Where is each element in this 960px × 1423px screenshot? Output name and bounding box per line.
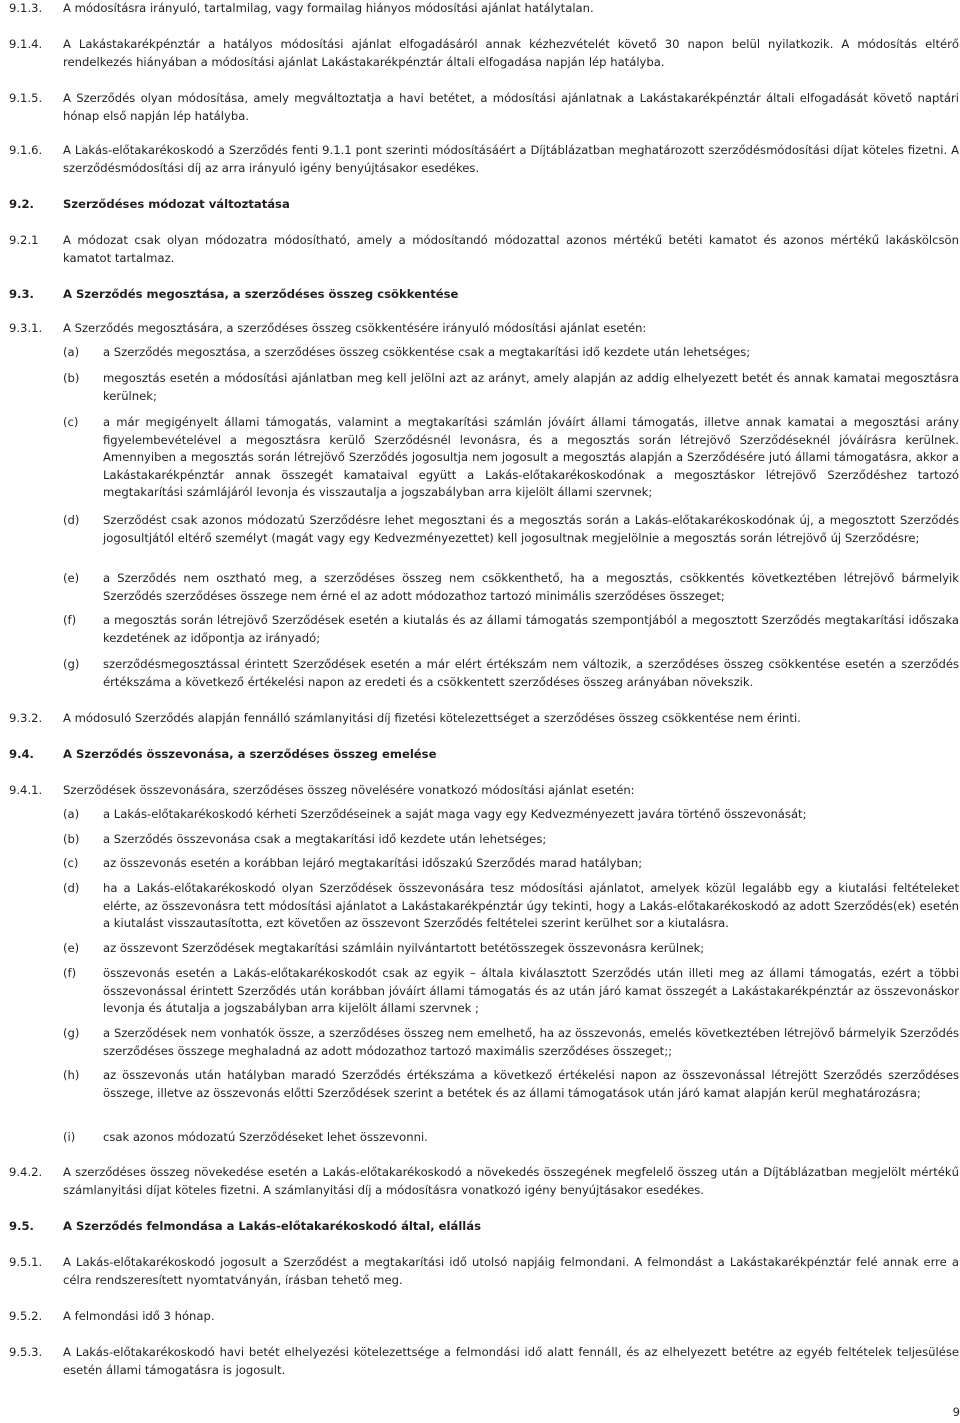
clause-9-3-2 bbox=[9, 710, 959, 728]
clause-number: 9.1.3. bbox=[9, 1, 43, 15]
clause-9-2-1 bbox=[9, 232, 959, 267]
section-heading-9-4 bbox=[9, 746, 959, 764]
list-item-9-4-1-a bbox=[9, 806, 959, 824]
section-number: 9.3. bbox=[9, 287, 34, 301]
item-text: csak azonos módozatú Szerződéseket lehet összevonni. bbox=[103, 1130, 428, 1144]
clause-9-3-1 bbox=[9, 320, 959, 338]
clause-text: A szerződéses összeg növekedése esetén a Lakás-előtakarékoskodó a növekedés összegének megfelelő összeg után a Díjtáblázatban megjelölt mértékű számlanyitási díjat köteles fizetni. A számlanyitási díj a módosításra vonatkozó igény benyújtásakor esedékes. bbox=[63, 1165, 959, 1197]
clause-9-5-2 bbox=[9, 1308, 959, 1326]
clause-text: A módosuló Szerződés alapján fennálló számlanyitási díj fizetési kötelezettséget a szerződéses összeg csökkentése nem érinti. bbox=[63, 711, 801, 725]
section-title: A Szerződés felmondása a Lakás-előtakarékoskodó által, elállás bbox=[63, 1219, 482, 1233]
clause-number: 9.5.3. bbox=[9, 1345, 43, 1359]
item-text: a Szerződés megosztása, a szerződéses összeg csökkentése csak a megtakarítási idő kezdete után lehetséges; bbox=[103, 345, 751, 359]
section-heading-9-2 bbox=[9, 196, 959, 214]
item-label: (d) bbox=[63, 513, 80, 527]
item-text: az összevonás után hatályban maradó Szerződés értékszáma a következő értékelési napon az összevonással létrejött Szerződés szerződéses összege, illetve az összevonás előtti Szerződések szerint a betétek és az állami támogatások után járó kamat alapján kerül meghatározásra; bbox=[103, 1068, 959, 1100]
clause-9-1-4 bbox=[9, 36, 959, 71]
clause-9-1-3 bbox=[9, 0, 959, 18]
list-item-9-4-1-i bbox=[9, 1129, 959, 1147]
clause-text: A Szerződés megosztására, a szerződéses összeg csökkentésére irányuló módosítási ajánlat esetén: bbox=[63, 321, 647, 335]
clause-number: 9.3.2. bbox=[9, 711, 43, 725]
item-label: (d) bbox=[63, 881, 80, 895]
item-text: ha a Lakás-előtakarékoskodó olyan Szerződések összevonására tesz módosítási ajánlatot, amelyek közül legalább egy a kiutalási feltételeket elérte, az összevonásra tett módosítási ajánlatot a Lakástakarékpénztár úgy tekinti, hogy a Lakás-előtakarékoskodó az adott Szerződés(ek) esetén a kiutalást visszautasította, ezt követően az összevont Szerződés feltételei szerint kerülhet sor a kiutalásra. bbox=[103, 881, 959, 931]
list-item-9-4-1-g bbox=[9, 1025, 959, 1060]
clause-number: 9.3.1. bbox=[9, 321, 43, 335]
list-item-9-3-1-c bbox=[9, 414, 959, 502]
section-title: A Szerződés összevonása, a szerződéses összeg emelése bbox=[63, 747, 437, 761]
clause-number: 9.2.1 bbox=[9, 233, 39, 247]
clause-text: A Lakás-előtakarékoskodó jogosult a Szerződést a megtakarítási idő utolsó napjáig felmondani. A felmondást a Lakástakarékpénztár felé annak erre a célra rendszeresített nyomtatványán, írásban tehető meg. bbox=[63, 1255, 959, 1287]
section-title: Szerződéses módozat változtatása bbox=[63, 197, 290, 211]
item-text: az összevont Szerződések megtakarítási számláin nyilvántartott betétösszegek összevonásra kerülnek; bbox=[103, 941, 705, 955]
section-number: 9.4. bbox=[9, 747, 34, 761]
list-item-9-4-1-d bbox=[9, 880, 959, 933]
item-label: (e) bbox=[63, 571, 80, 585]
item-label: (f) bbox=[63, 966, 77, 980]
clause-9-5-3 bbox=[9, 1344, 959, 1379]
page-number: 9 bbox=[952, 1405, 960, 1419]
clause-number: 9.4.2. bbox=[9, 1165, 43, 1179]
clause-text: A Lakás-előtakarékoskodó a Szerződés fenti 9.1.1 pont szerinti módosításáért a Díjtáblázatban meghatározott szerződésmódosítási díjat köteles fizetni. A szerződésmódosítási díj az arra irányuló igény benyújtásakor esedékes. bbox=[63, 143, 959, 175]
item-label: (b) bbox=[63, 832, 80, 846]
list-item-9-4-1-c bbox=[9, 855, 959, 873]
item-label: (g) bbox=[63, 657, 80, 671]
item-text: Szerződést csak azonos módozatú Szerződésre lehet megosztani és a megosztás során a Lakás-előtakarékoskodónak új, a megosztott Szerződés jogosultjától eltérő személyt (magát vagy egy Kedvezményezettet) kell jogosultnak megjelölnie a megosztás során létrejövő új Szerződésre; bbox=[103, 513, 959, 545]
item-label: (c) bbox=[63, 415, 79, 429]
list-item-9-3-1-g bbox=[9, 656, 959, 691]
clause-9-5-1 bbox=[9, 1254, 959, 1289]
item-label: (i) bbox=[63, 1130, 76, 1144]
clause-text: A Szerződés olyan módosítása, amely megváltoztatja a havi betétet, a módosítási ajánlatnak a Lakástakarékpénztár általi elfogadását követő naptári hónap első napján lép hatályba. bbox=[63, 91, 959, 123]
clause-9-4-1 bbox=[9, 782, 959, 800]
clause-9-1-5 bbox=[9, 90, 959, 125]
item-text: a Szerződések nem vonhatók össze, a szerződéses összeg nem emelhető, ha az összevonás, emelés következtében létrejövő bármelyik Szerződés szerződéses összege meghaladná az adott módozathoz tartozó maximális szerződéses összeget;; bbox=[103, 1026, 959, 1058]
item-text: összevonás esetén a Lakás-előtakarékoskodót csak az egyik – általa kiválasztott Szerződés után illeti meg az állami támogatás, ezért a többi összevonással érintett Szerződés után korábban jóváírt állami támogatás és az után járó kamat összegét a Lakástakarékpénztár az összevonáskor levonja és átutalja a jogszabályban arra kijelölt állami szervnek ; bbox=[103, 966, 959, 1016]
list-item-9-4-1-f bbox=[9, 965, 959, 1018]
item-label: (f) bbox=[63, 613, 77, 627]
list-item-9-3-1-b bbox=[9, 370, 959, 405]
list-item-9-4-1-e bbox=[9, 940, 959, 958]
clause-text: A módosításra irányuló, tartalmilag, vagy formailag hiányos módosítási ajánlat hatálytalan. bbox=[63, 1, 594, 15]
clause-text: A Lakás-előtakarékoskodó havi betét elhelyezési kötelezettsége a felmondási idő alatt fennáll, és az elhelyezett betétre az egyéb feltételek teljesülése esetén állami támogatásra is jogosult. bbox=[63, 1345, 959, 1377]
clause-number: 9.4.1. bbox=[9, 783, 43, 797]
list-item-9-3-1-a bbox=[9, 344, 959, 362]
item-text: megosztás esetén a módosítási ajánlatban meg kell jelölni azt az arányt, amely alapján az addig elhelyezett betét és annak kamatai megosztásra kerülnek; bbox=[103, 371, 959, 403]
clause-text: Szerződések összevonására, szerződéses összeg növelésére vonatkozó módosítási ajánlat esetén: bbox=[63, 783, 635, 797]
item-label: (a) bbox=[63, 345, 80, 359]
item-text: a Szerződés összevonása csak a megtakarítási idő kezdete után lehetséges; bbox=[103, 832, 547, 846]
item-text: az összevonás esetén a korábban lejáró megtakarítási időszakú Szerződés marad hatályban; bbox=[103, 856, 643, 870]
list-item-9-3-1-d bbox=[9, 512, 959, 547]
clause-9-4-2 bbox=[9, 1164, 959, 1199]
item-label: (b) bbox=[63, 371, 80, 385]
clause-text: A Lakástakarékpénztár a hatályos módosítási ajánlat elfogadásáról annak kézhezvételét követő 30 napon belül nyilatkozik. A módosítás eltérő rendelkezés hiányában a módosítási ajánlat Lakástakarékpénztár általi elfogadása napján lép hatályba. bbox=[63, 37, 959, 69]
item-text: a Szerződés nem osztható meg, a szerződéses összeg nem csökkenthető, ha a megosztás, csökkentés következtében létrejövő bármelyik Szerződés szerződéses összege nem érné el az adott módozathoz tartozó minimális szerződéses összeget; bbox=[103, 571, 959, 603]
item-text: a megosztás során létrejövő Szerződések esetén a kiutalás és az állami támogatás szempontjából a megosztott Szerződés megtakarítási időszaka kezdetének az időpontja az irányadó; bbox=[103, 613, 959, 645]
section-number: 9.5. bbox=[9, 1219, 34, 1233]
list-item-9-3-1-f bbox=[9, 612, 959, 647]
clause-number: 9.5.2. bbox=[9, 1309, 43, 1323]
item-text: a már megigényelt állami támogatás, valamint a megtakarítási számlán jóváírt állami támogatás, illetve annak kamatai a megosztási arány figyelembevételével a megosztásra kerülő Szerződésnél levonásra, és a megosztás során létrejövő Szerződéseknél jóváírásra kerülnek. Amennyiben a megosztás során létrejövő Szerződés jogosultja nem jogosult a megosztás alapján a Szerződésére jutó állami támogatásra, akkor a Lakástakarékpénztár annak összegét kamataival együtt a Lakás-előtakarékoskodónak a megosztáskor létrejövő Szerződéshez tartozó megtakarítási számlájáról levonja és visszautalja a jogszabályban arra kijelölt állami szervnek; bbox=[103, 415, 959, 500]
item-label: (g) bbox=[63, 1026, 80, 1040]
clause-number: 9.1.5. bbox=[9, 91, 43, 105]
clause-text: A módozat csak olyan módozatra módosítható, amely a módosítandó módozattal azonos mértékű betéti kamatot és azonos mértékű lakáskölcsön kamatot tartalmaz. bbox=[63, 233, 959, 265]
clause-number: 9.1.4. bbox=[9, 37, 43, 51]
item-text: a Lakás-előtakarékoskodó kérheti Szerződéseinek a saját maga vagy egy Kedvezményezett javára történő összevonását; bbox=[103, 807, 807, 821]
item-label: (h) bbox=[63, 1068, 80, 1082]
clause-number: 9.1.6. bbox=[9, 143, 43, 157]
clause-9-1-6 bbox=[9, 142, 959, 177]
clause-text: A felmondási idő 3 hónap. bbox=[63, 1309, 215, 1323]
list-item-9-4-1-b bbox=[9, 831, 959, 849]
section-heading-9-5 bbox=[9, 1218, 959, 1236]
item-label: (c) bbox=[63, 856, 79, 870]
clause-number: 9.5.1. bbox=[9, 1255, 43, 1269]
item-label: (e) bbox=[63, 941, 80, 955]
item-text: szerződésmegosztással érintett Szerződések esetén a már elért értékszám nem változik, a szerződéses összeg csökkentése esetén a szerződés értékszáma a következő értékelési napon az eredeti és a csökkentett szerződéses összeg arányában növekszik. bbox=[103, 657, 959, 689]
list-item-9-3-1-e bbox=[9, 570, 959, 605]
section-title: A Szerződés megosztása, a szerződéses összeg csökkentése bbox=[63, 287, 459, 301]
section-number: 9.2. bbox=[9, 197, 34, 211]
item-label: (a) bbox=[63, 807, 80, 821]
section-heading-9-3 bbox=[9, 286, 959, 304]
list-item-9-4-1-h bbox=[9, 1067, 959, 1102]
